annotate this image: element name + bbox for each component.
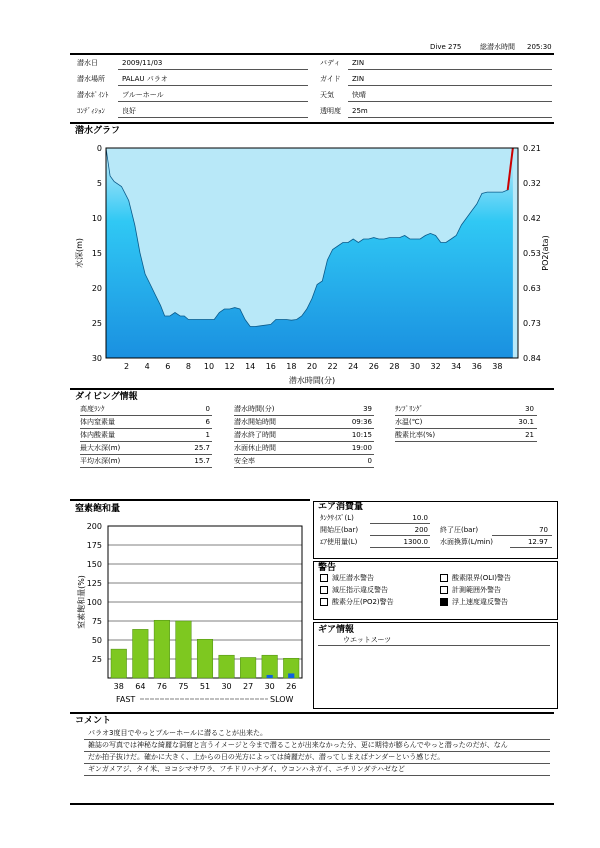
nitrogen-x-tick: 26	[286, 682, 297, 691]
dive-info-title: ダイビング情報	[75, 392, 138, 402]
dive-info-value: 25.7	[194, 444, 210, 452]
nitrogen-y-tick: 150	[86, 560, 102, 569]
depth-x-tick: 20	[306, 362, 318, 371]
dive-info-value: 0	[367, 457, 372, 465]
po2-y-label: PO2(ata)	[541, 235, 550, 271]
nitrogen-x-tick: 30	[221, 682, 232, 691]
checked-box-icon	[440, 598, 448, 606]
dive-info-label: 高度ﾗﾝｸ	[80, 405, 105, 413]
empty-box-icon	[440, 586, 448, 594]
dive-info-label: 平均水深(m)	[80, 457, 121, 465]
dive-info-value: 15.7	[194, 457, 210, 465]
total-time-label: 総潜水時間	[480, 43, 515, 51]
weather-value: 快晴	[352, 91, 366, 99]
depth-y-tick: 20	[91, 284, 102, 293]
warning-item	[440, 586, 501, 595]
depth-x-tick: 30	[409, 362, 421, 371]
fast-label: FAST	[116, 695, 136, 704]
point-value: ブルーホール	[122, 91, 164, 99]
depth-x-tick: 28	[389, 362, 400, 371]
nitrogen-bar	[240, 657, 256, 678]
dive-info-label: 安全率	[234, 457, 255, 465]
nitrogen-bar	[219, 655, 235, 678]
weather-label: 天気	[320, 91, 334, 99]
warning-item	[440, 598, 508, 607]
warning-item	[320, 574, 374, 583]
depth-x-tick: 14	[245, 362, 256, 371]
visibility-value: 25m	[352, 107, 368, 115]
depth-x-tick: 10	[203, 362, 215, 371]
depth-x-tick: 36	[471, 362, 482, 371]
depth-chart	[70, 138, 555, 388]
po2-y-tick: 0.53	[523, 249, 541, 258]
depth-y-tick: 15	[91, 249, 102, 258]
dive-info-label: 潜水開始時間	[234, 418, 276, 426]
nitrogen-y-tick: 175	[86, 541, 102, 550]
warning-label: 酸素分圧(PO2)警告	[332, 598, 394, 606]
po2-y-tick: 0.32	[523, 179, 541, 188]
empty-box-icon	[320, 598, 328, 606]
gear-title: ギア情報	[318, 625, 355, 635]
nitrogen-y-tick: 100	[86, 598, 102, 607]
po2-y-tick: 0.84	[523, 354, 541, 363]
dive-info-value: 21	[525, 431, 534, 439]
condition-label: ｺﾝﾃﾞｨｼｮﾝ	[77, 107, 105, 115]
nitrogen-bar	[133, 629, 149, 678]
depth-x-tick: 38	[492, 362, 503, 371]
warning-title: 警告	[318, 563, 337, 573]
date-value: 2009/11/03	[122, 59, 163, 67]
depth-x-tick: 26	[368, 362, 379, 371]
nitrogen-x-tick: 64	[135, 682, 146, 691]
total-time-value: 205:30	[527, 43, 552, 51]
empty-box-icon	[320, 586, 328, 594]
nitrogen-overlay-bar	[267, 675, 273, 678]
empty-box-icon	[440, 574, 448, 582]
nitrogen-y-tick: 75	[91, 617, 102, 626]
depth-x-tick: 22	[327, 362, 338, 371]
dive-info-label: 最大水深(m)	[80, 444, 121, 452]
surface-rate-value: 12.97	[527, 538, 548, 546]
nitrogen-overlay-bar	[288, 673, 294, 678]
nitrogen-chart	[70, 518, 310, 706]
po2-y-tick: 0.42	[523, 214, 541, 223]
warning-label: 計測範囲外警告	[452, 586, 501, 594]
dive-info-value: 19:00	[351, 444, 372, 452]
buddy-label: バディ	[320, 59, 341, 67]
surface-rate-label: 水面換算(L/min)	[440, 538, 493, 546]
dive-info-value: 6	[205, 418, 210, 426]
warning-label: 減圧潜水警告	[332, 574, 374, 582]
start-pressure-label: 開始圧(bar)	[320, 526, 359, 534]
air-title: エア消費量	[318, 502, 364, 512]
depth-y-label: 水深(m)	[75, 237, 84, 269]
nitrogen-bar	[176, 621, 192, 678]
nitrogen-x-tick: 75	[178, 682, 189, 691]
tank-label: ﾀﾝｸｻｲｽﾞ(L)	[320, 514, 354, 522]
depth-y-tick: 25	[91, 319, 102, 328]
depth-x-label: 潜水時間(分)	[288, 376, 336, 385]
comment-line: ギンガメアジ、タイ米、ヨコシマサワラ、フチドリハナダイ、ウコンハネガイ、ニチリンダテハゼなど	[88, 765, 406, 773]
place-value: PALAU パラオ	[122, 75, 168, 83]
nitrogen-x-tick: 38	[113, 682, 124, 691]
empty-box-icon	[320, 574, 328, 582]
end-pressure-label: 終了圧(bar)	[440, 526, 479, 534]
warning-item	[320, 586, 388, 595]
dive-info-value: 39	[363, 405, 372, 413]
dive-info-label: 水温(℃)	[395, 418, 423, 426]
gear-item: ウエットスーツ	[343, 636, 392, 644]
depth-x-tick: 16	[265, 362, 276, 371]
dive-info-label: 潜水時間(分)	[234, 405, 275, 413]
comment-line: 雑誌の写真では神秘な綺麗な洞窟と言うイメージと今まで潜ることが出来なかった分、更に期待が膨らんでやっと潜ったのだが、なん	[88, 741, 508, 749]
dive-info-value: 0	[205, 405, 210, 413]
comment-title: コメント	[75, 716, 112, 726]
depth-y-tick: 0	[96, 144, 102, 153]
dive-info-value: 30.1	[518, 418, 534, 426]
visibility-label: 透明度	[320, 107, 341, 115]
warning-label: 浮上速度違反警告	[452, 598, 508, 606]
nitrogen-y-tick: 200	[86, 522, 102, 531]
comment-line: だか拍子抜けだ。確かに大きく、上からの日の光方によっては綺麗だが、潜ってしまえばナンダーという感じだ。	[88, 753, 445, 761]
nitrogen-x-tick: 30	[264, 682, 275, 691]
dive-info-label: 体内酸素量	[80, 431, 115, 439]
depth-x-tick: 32	[430, 362, 441, 371]
nitrogen-y-tick: 25	[91, 655, 102, 664]
dive-info-label: 潜水終了時間	[234, 431, 276, 439]
date-label: 潜水日	[77, 59, 98, 67]
dive-info-value: 09:36	[351, 418, 372, 426]
guide-label: ガイド	[320, 75, 341, 83]
dive-info-label: 酸素比率(%)	[395, 431, 436, 439]
slow-label: SLOW	[270, 695, 294, 704]
dive-info-label: 体内窒素量	[80, 418, 115, 426]
nitrogen-y-tick: 50	[91, 636, 102, 645]
buddy-value: ZIN	[352, 59, 365, 67]
condition-value: 良好	[122, 107, 136, 115]
nitrogen-bar	[262, 655, 278, 678]
depth-x-tick: 6	[165, 362, 171, 371]
nitrogen-x-tick: 27	[243, 682, 254, 691]
point-label: 潜水ﾎﾟｲﾝﾄ	[77, 91, 109, 99]
depth-x-tick: 12	[224, 362, 235, 371]
header-rule	[70, 53, 554, 55]
nitrogen-bar	[111, 649, 127, 678]
nitrogen-x-tick: 51	[199, 682, 211, 691]
start-pressure-value: 200	[414, 526, 428, 534]
po2-y-tick: 0.73	[523, 319, 541, 328]
comment-line: パラオ3度目でやっとブルーホールに潜ることが出来た。	[88, 729, 268, 737]
air-used-value: 1300.0	[403, 538, 428, 546]
depth-x-tick: 18	[286, 362, 297, 371]
end-pressure-value: 70	[539, 526, 548, 534]
dive-info-value: 1	[205, 431, 210, 439]
depth-y-tick: 10	[91, 214, 102, 223]
depth-y-tick: 5	[96, 179, 102, 188]
nitrogen-x-tick: 76	[156, 682, 167, 691]
dive-info-value: 30	[525, 405, 534, 413]
graph-title: 潜水グラフ	[75, 126, 121, 136]
depth-y-tick: 30	[91, 354, 102, 363]
warning-label: 減圧指示違反警告	[332, 586, 388, 594]
po2-y-tick: 0.63	[523, 284, 541, 293]
depth-x-tick: 8	[185, 362, 191, 371]
tank-value: 10.0	[412, 514, 428, 522]
depth-x-tick: 4	[144, 362, 150, 371]
nitrogen-bar	[197, 639, 213, 678]
dive-info-label: 水面休止時間	[234, 444, 276, 452]
po2-y-tick: 0.21	[523, 144, 541, 153]
nitrogen-title: 窒素飽和量	[75, 504, 121, 514]
dive-number: Dive 275	[430, 43, 462, 51]
depth-x-tick: 2	[124, 362, 130, 371]
dive-info-label: ｻﾝﾌﾟﾘﾝｸﾞ	[395, 405, 423, 413]
place-label: 潜水場所	[77, 75, 105, 83]
guide-value: ZIN	[352, 75, 365, 83]
nitrogen-y-tick: 125	[86, 579, 102, 588]
air-used-label: ｴｱ使用量(L)	[320, 538, 358, 546]
warning-item	[320, 598, 394, 607]
warning-label: 酸素限界(OLI)警告	[452, 574, 511, 582]
nitrogen-y-label: 窒素飽和量(%)	[77, 575, 86, 629]
dive-info-value: 10:15	[351, 431, 372, 439]
warning-item	[440, 574, 511, 583]
depth-x-tick: 24	[348, 362, 359, 371]
nitrogen-bar	[154, 620, 170, 678]
depth-x-tick: 34	[451, 362, 462, 371]
